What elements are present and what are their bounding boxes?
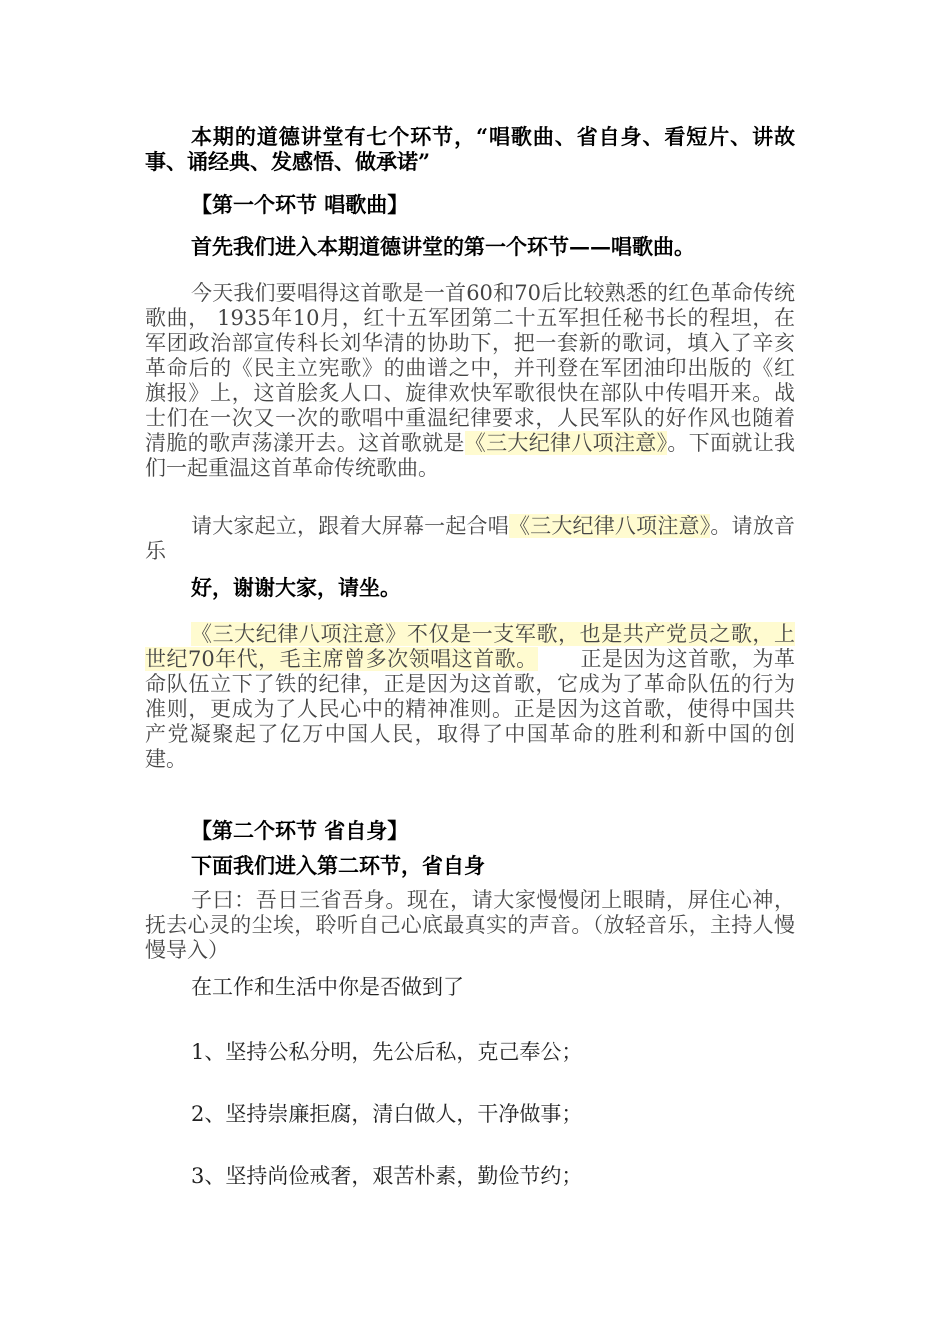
para2-text-b: 。请放音乐: [145, 514, 796, 563]
intro-paragraph: 本期的道德讲堂有七个环节，“唱歌曲、省自身、看短片、讲故事、诵经典、发感悟、做承诺”: [145, 124, 795, 174]
list-item: 1、坚持公私分明，先公后私，克己奉公；: [191, 1040, 583, 1064]
section2-heading: 【第二个环节 省自身】: [191, 818, 409, 843]
list-item: 3、坚持尚俭戒奢，艰苦朴素，勤俭节约；: [191, 1164, 583, 1188]
para3-highlight: 《三大纪律八项注意》不仅是一支军歌，也是共产党员之歌，上世纪70年代，毛主席曾多次领唱这首歌。: [145, 622, 795, 671]
section1-paragraph2: [145, 514, 795, 564]
section1-paragraph1: [145, 281, 795, 481]
section2-paragraph1: 子曰：吾日三省吾身。现在，请大家慢慢闭上眼睛，屏住心神，抚去心灵的尘埃，聆听自己心底最真实的声音。（放轻音乐，主持人慢慢导入）: [145, 888, 795, 962]
para1-text-a: 今天我们要唱得这首歌是一首60和70后比较熟悉的红色革命传统歌曲， 1935年10月，红十五军团第二十五军担任秘书长的程坦，在军团政治部宣传科长刘华清的协助下，把一套新的歌词，填入了辛亥革命后的《民主立宪歌》的曲谱之中，并刊登在军团油印出版的《红旗报》上，这首脍炙人口、旋律欢快军歌很快在部队中传唱开来。战士们在一次又一次的歌唱中重温纪律要求，人民军队的好作风也随着清脆的歌声荡漾开去。这首歌就是: [145, 281, 795, 455]
song-title-highlight-2: 《三大纪律八项注意》: [508, 514, 711, 538]
song-title-highlight: 《三大纪律八项注意》: [464, 431, 668, 455]
section2-question: 在工作和生活中你是否做到了: [191, 975, 464, 999]
thanks-line: 好，谢谢大家，请坐。: [191, 575, 401, 600]
para3-text: 正是因为这首歌，为革命队伍立下了铁的纪律，正是因为这首歌，它成为了革命队伍的行为准则，更成为了人民心中的精神准则。正是因为这首歌，使得中国共产党凝聚起了亿万中国人民，取得了中国革命的胜利和新中国的创建。: [145, 647, 795, 771]
list-item: 2、坚持崇廉拒腐，清白做人，干净做事；: [191, 1102, 583, 1126]
section1-paragraph3: [145, 622, 795, 772]
para1-text-b: 。下面就让我们一起重温这首革命传统歌曲。: [145, 431, 796, 480]
section1-heading: 【第一个环节 唱歌曲】: [191, 192, 409, 217]
section2-lead: 下面我们进入第二环节，省自身: [191, 853, 485, 878]
para2-text-a: 请大家起立，跟着大屏幕一起合唱: [191, 514, 509, 538]
section1-lead: 首先我们进入本期道德讲堂的第一个环节——唱歌曲。: [191, 234, 695, 259]
